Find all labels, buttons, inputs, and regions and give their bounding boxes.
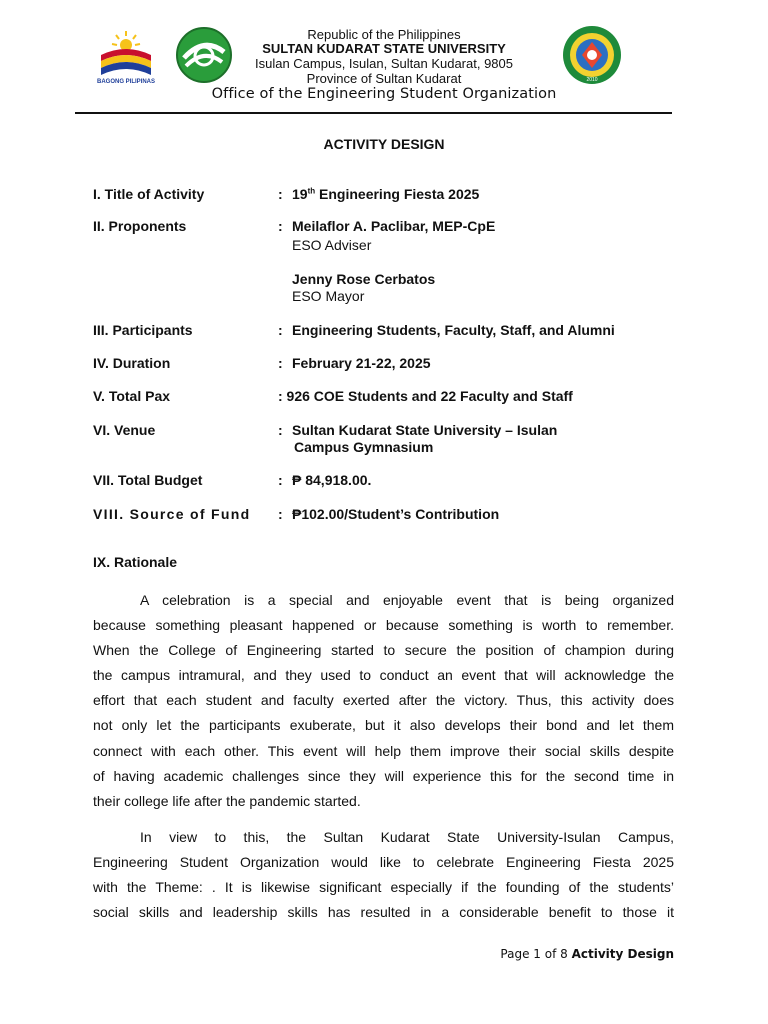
total-pax-value: : 926 COE Students and 22 Faculty and Staff xyxy=(278,388,573,404)
rationale-heading: IX. Rationale xyxy=(93,554,178,570)
header-divider xyxy=(75,112,672,114)
budget-label: VII. Total Budget xyxy=(93,472,203,488)
paragraph-line: Engineering Student Organization would like to celebrate Engineering Fiesta 2025 xyxy=(93,854,674,871)
budget-value: ₱ 84,918.00. xyxy=(292,472,372,488)
proponent-2-role: ESO Mayor xyxy=(292,288,365,304)
header-republic: Republic of the Philippines xyxy=(307,27,461,42)
proponents-label: II. Proponents xyxy=(93,218,187,234)
paragraph-line: social skills and leadership skills has resulted in a considerable benefit to those it xyxy=(93,904,674,921)
footer-doc-label: Activity Design xyxy=(571,947,674,961)
title-label: I. Title of Activity xyxy=(93,186,205,202)
paragraph-line: not only let the participants exuberate, but it also develops their bond and let them xyxy=(93,717,674,734)
paragraph-line: of having academic challenges since they will experience this for the second time in xyxy=(93,767,674,784)
venue-line-1: Sultan Kudarat State University – Isulan xyxy=(292,422,558,438)
paragraph-line: with the Theme: . It is likewise significant especially if the founding of the students’ xyxy=(93,879,674,896)
participants-label: III. Participants xyxy=(93,322,193,338)
title-value: 19th Engineering Fiesta 2025 xyxy=(292,186,480,202)
proponent-1-name: Meilaflor A. Paclibar, MEP-CpE xyxy=(292,218,496,234)
header-province: Province of Sultan Kudarat xyxy=(306,71,462,86)
budget-colon: : xyxy=(278,472,283,488)
header-campus: Isulan Campus, Isulan, Sultan Kudarat, 9805 xyxy=(255,56,513,71)
paragraph-line: In view to this, the Sultan Kudarat State University-Isulan Campus, xyxy=(140,829,674,845)
paragraph-line: When the College of Engineering started to secure the position of champion during xyxy=(93,642,674,659)
page-footer xyxy=(500,947,674,961)
source-label: VIII. Source of Fund xyxy=(93,506,251,522)
sksu-logo-year: 2010 xyxy=(586,77,598,83)
rationale-paragraph-2 xyxy=(93,825,674,925)
paragraph-line: effort that each student and faculty exerted after the victory. Thus, this activity does xyxy=(93,692,674,709)
paragraph-line: the campus intramural, and they used to conduct an event that will acknowledge the xyxy=(93,667,674,684)
paragraph-line: because something pleasant happened or because something is worth to remember. xyxy=(93,617,674,634)
header-university: SULTAN KUDARAT STATE UNIVERSITY xyxy=(262,41,506,56)
source-value: ₱102.00/Student’s Contribution xyxy=(292,506,500,522)
total-pax-label: V. Total Pax xyxy=(93,388,171,404)
proponent-2-name: Jenny Rose Cerbatos xyxy=(292,271,436,287)
rationale-paragraph-1 xyxy=(93,588,674,814)
document-title: ACTIVITY DESIGN xyxy=(323,136,445,152)
title-colon: : xyxy=(278,186,283,202)
duration-colon: : xyxy=(278,355,283,371)
duration-label: IV. Duration xyxy=(93,355,171,371)
venue-colon: : xyxy=(278,422,283,438)
source-colon: : xyxy=(278,506,283,522)
paragraph-line: A celebration is a special and enjoyable event that is being organized xyxy=(140,592,674,608)
header-office: Office of the Engineering Student Organization xyxy=(211,86,557,102)
duration-value: February 21-22, 2025 xyxy=(292,355,431,371)
participants-colon: : xyxy=(278,322,283,338)
venue-line-2: Campus Gymnasium xyxy=(294,439,434,455)
participants-value: Engineering Students, Faculty, Staff, and Alumni xyxy=(292,322,615,338)
bagong-pilipinas-caption: BAGONG PILIPINAS xyxy=(96,79,156,85)
venue-label: VI. Venue xyxy=(93,422,156,438)
proponents-colon: : xyxy=(278,218,283,234)
paragraph-line: connect with each other. This event will help them improve their social skills despite xyxy=(93,742,674,759)
footer-page-number: Page 1 of 8 xyxy=(500,947,572,961)
paragraph-line: their college life after the pandemic started. xyxy=(93,792,361,809)
proponent-1-role: ESO Adviser xyxy=(292,237,372,253)
